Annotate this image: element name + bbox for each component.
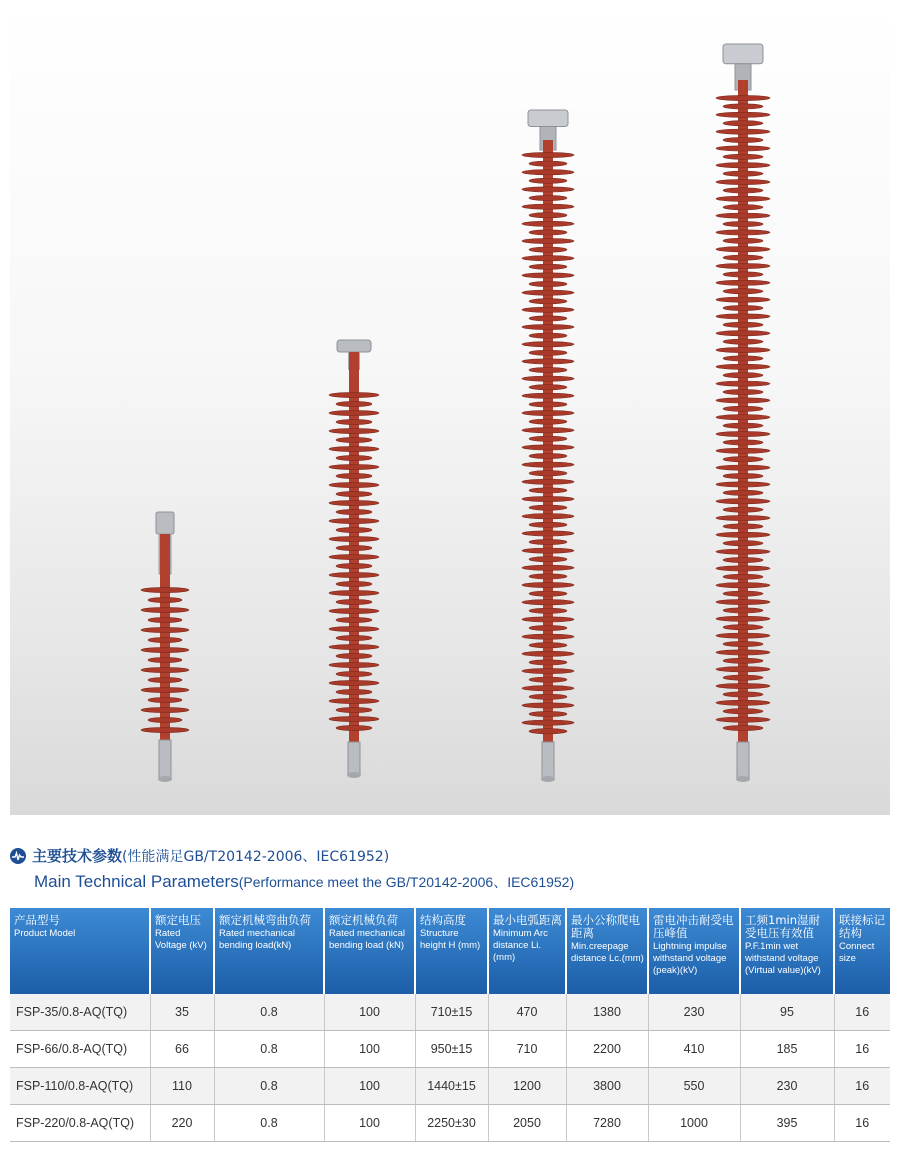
shed: [716, 112, 770, 117]
shed: [529, 522, 567, 527]
end-fitting-bottom: [542, 742, 554, 778]
shed: [522, 152, 574, 157]
header-structure-height: 结构高度 Structure height H (mm): [415, 908, 488, 994]
cell-creepage-distance: 2200: [566, 1031, 648, 1068]
shed: [336, 509, 372, 514]
shed: [716, 129, 770, 134]
shed: [522, 359, 574, 364]
shed: [522, 273, 574, 278]
shed: [723, 221, 763, 226]
shed: [148, 597, 182, 602]
shed: [336, 671, 372, 676]
cell-pf-wet-withstand: 185: [740, 1031, 834, 1068]
cell-model: FSP-110/0.8-AQ(TQ): [10, 1068, 150, 1105]
cell-mechanical-load: 100: [324, 1068, 415, 1105]
shed: [336, 617, 372, 622]
cell-mechanical-load: 100: [324, 994, 415, 1031]
shed: [522, 479, 574, 484]
shed: [336, 419, 372, 424]
shed: [336, 527, 372, 532]
shed: [522, 204, 574, 209]
cell-bending-load: 0.8: [214, 994, 324, 1031]
shed: [522, 703, 574, 708]
shed: [716, 364, 770, 369]
cell-arc-distance: 710: [488, 1031, 566, 1068]
cell-rated-voltage: 35: [150, 994, 214, 1031]
shed: [716, 196, 770, 201]
cell-arc-distance: 470: [488, 994, 566, 1031]
shed: [529, 677, 567, 682]
end-fitting-top: [723, 44, 763, 64]
shed: [329, 698, 379, 703]
shed: [723, 406, 763, 411]
shed: [148, 617, 182, 622]
cell-creepage-distance: 7280: [566, 1105, 648, 1142]
shed: [336, 599, 372, 604]
shed: [723, 356, 763, 361]
cell-lightning-impulse: 550: [648, 1068, 740, 1105]
shed: [723, 104, 763, 109]
cell-lightning-impulse: 230: [648, 994, 740, 1031]
shed: [529, 213, 567, 218]
cell-structure-height: 710±15: [415, 994, 488, 1031]
header-mechanical-load: 额定机械负荷 Rated mechanical bending load (kN): [324, 908, 415, 994]
shed: [529, 264, 567, 269]
shed: [716, 482, 770, 487]
shed: [716, 499, 770, 504]
shed: [716, 415, 770, 420]
cell-connect-size: 16: [834, 1105, 890, 1142]
shed: [723, 171, 763, 176]
shed: [716, 700, 770, 705]
shed: [716, 683, 770, 688]
end-fitting-base: [541, 776, 555, 782]
shed: [329, 716, 379, 721]
insulator-3: [522, 110, 574, 782]
heading-cn-main: 主要技术参数: [32, 847, 123, 865]
shed: [723, 322, 763, 327]
shed: [329, 500, 379, 505]
shed: [723, 473, 763, 478]
shed: [336, 473, 372, 478]
shed: [529, 591, 567, 596]
shed: [723, 608, 763, 613]
cell-creepage-distance: 3800: [566, 1068, 648, 1105]
shed: [336, 401, 372, 406]
shed: [522, 256, 574, 261]
table-row: [10, 1031, 890, 1068]
shed: [336, 653, 372, 658]
shed: [723, 423, 763, 428]
shed: [522, 531, 574, 536]
shed: [723, 389, 763, 394]
end-fitting-base: [158, 776, 172, 782]
shed: [336, 707, 372, 712]
cell-arc-distance: 1200: [488, 1068, 566, 1105]
shed: [529, 453, 567, 458]
shed: [723, 524, 763, 529]
shed: [522, 600, 574, 605]
header-pf-wet-withstand: 工频1min湿耐受电压有效值 P.F.1min wet withstand voltage (Virtual value)(kV): [740, 908, 834, 994]
shed: [716, 431, 770, 436]
heading-cn: [10, 845, 890, 866]
shed: [723, 205, 763, 210]
header-arc-distance: 最小电弧距离 Minimum Arc distance Li.(mm): [488, 908, 566, 994]
shed: [522, 393, 574, 398]
shed: [723, 188, 763, 193]
shed: [522, 668, 574, 673]
shed: [723, 373, 763, 378]
cell-rated-voltage: 66: [150, 1031, 214, 1068]
shed: [716, 633, 770, 638]
shed: [716, 146, 770, 151]
shed: [723, 490, 763, 495]
shed: [329, 662, 379, 667]
shed: [529, 660, 567, 665]
shed: [329, 446, 379, 451]
shed: [336, 455, 372, 460]
shed: [148, 637, 182, 642]
shed: [716, 331, 770, 336]
shed: [723, 507, 763, 512]
cell-creepage-distance: 1380: [566, 994, 648, 1031]
section-heading: [10, 845, 890, 892]
cell-bending-load: 0.8: [214, 1031, 324, 1068]
cell-mechanical-load: 100: [324, 1105, 415, 1142]
shed: [329, 680, 379, 685]
cell-lightning-impulse: 410: [648, 1031, 740, 1068]
shed: [336, 437, 372, 442]
shed: [529, 729, 567, 734]
shed: [723, 557, 763, 562]
shed: [529, 625, 567, 630]
shed: [336, 563, 372, 568]
shed: [529, 161, 567, 166]
shed: [522, 496, 574, 501]
shed: [522, 548, 574, 553]
shed: [716, 532, 770, 537]
shed: [522, 170, 574, 175]
end-fitting-bottom: [348, 742, 360, 774]
table-header-row: [10, 908, 890, 994]
cell-model: FSP-35/0.8-AQ(TQ): [10, 994, 150, 1031]
shed: [529, 385, 567, 390]
insulator-2: [329, 340, 379, 778]
shed: [329, 410, 379, 415]
shed: [529, 316, 567, 321]
shed: [723, 289, 763, 294]
shed: [522, 634, 574, 639]
shed: [716, 465, 770, 470]
shed: [723, 272, 763, 277]
shed: [716, 163, 770, 168]
shed: [529, 694, 567, 699]
shed: [522, 187, 574, 192]
shed: [529, 436, 567, 441]
header-connect-size: 联接标记结构 Connect size: [834, 908, 890, 994]
shed: [723, 625, 763, 630]
shed: [529, 333, 567, 338]
shed: [723, 121, 763, 126]
insulator-1: [141, 512, 189, 782]
shed: [148, 697, 182, 702]
shed: [723, 305, 763, 310]
cell-pf-wet-withstand: 95: [740, 994, 834, 1031]
table-row: [10, 1068, 890, 1105]
shed: [716, 398, 770, 403]
shed: [329, 608, 379, 613]
shed: [522, 565, 574, 570]
shed: [716, 314, 770, 319]
shed: [529, 178, 567, 183]
shed: [529, 608, 567, 613]
cell-rated-voltage: 220: [150, 1105, 214, 1142]
shed: [529, 230, 567, 235]
shed: [529, 505, 567, 510]
shed: [148, 717, 182, 722]
end-fitting-bottom: [159, 740, 171, 778]
end-fitting-base: [736, 776, 750, 782]
end-fitting-top: [156, 512, 174, 534]
shed: [529, 574, 567, 579]
cell-rated-voltage: 110: [150, 1068, 214, 1105]
shed: [522, 582, 574, 587]
shed: [529, 350, 567, 355]
shed: [716, 667, 770, 672]
shed: [723, 457, 763, 462]
shed: [723, 137, 763, 142]
shed: [723, 641, 763, 646]
shed: [529, 471, 567, 476]
shed: [141, 647, 189, 652]
insulator-4: [716, 44, 770, 782]
shed: [716, 230, 770, 235]
shed: [716, 599, 770, 604]
shed: [336, 725, 372, 730]
shed: [529, 539, 567, 544]
shed: [529, 557, 567, 562]
cell-bending-load: 0.8: [214, 1105, 324, 1142]
shed: [723, 675, 763, 680]
shed: [716, 179, 770, 184]
shed: [522, 342, 574, 347]
cell-model: FSP-66/0.8-AQ(TQ): [10, 1031, 150, 1068]
cell-arc-distance: 2050: [488, 1105, 566, 1142]
shed: [336, 491, 372, 496]
heading-en-main: Main Technical Parameters: [34, 872, 239, 891]
cell-structure-height: 1440±15: [415, 1068, 488, 1105]
shed: [716, 448, 770, 453]
shed: [716, 247, 770, 252]
shed: [723, 339, 763, 344]
shed: [522, 410, 574, 415]
shed: [522, 238, 574, 243]
cell-structure-height: 950±15: [415, 1031, 488, 1068]
cell-model: FSP-220/0.8-AQ(TQ): [10, 1105, 150, 1142]
shed: [329, 572, 379, 577]
shed: [329, 392, 379, 397]
shed: [716, 650, 770, 655]
shed: [329, 554, 379, 559]
shed: [148, 657, 182, 662]
shed: [522, 686, 574, 691]
shed: [716, 566, 770, 571]
shed: [723, 238, 763, 243]
shed: [723, 658, 763, 663]
shed: [716, 583, 770, 588]
shed: [141, 687, 189, 692]
shed: [336, 545, 372, 550]
shed: [329, 464, 379, 469]
shed: [716, 347, 770, 352]
cell-structure-height: 2250±30: [415, 1105, 488, 1142]
shed: [522, 651, 574, 656]
product-photo: [10, 0, 890, 815]
shed: [716, 297, 770, 302]
end-fitting-top: [337, 340, 371, 352]
cell-mechanical-load: 100: [324, 1031, 415, 1068]
insulator-illustration: [10, 0, 890, 815]
cell-pf-wet-withstand: 395: [740, 1105, 834, 1142]
shed: [723, 255, 763, 260]
shed: [522, 720, 574, 725]
shed: [716, 717, 770, 722]
shed: [529, 247, 567, 252]
shed: [723, 591, 763, 596]
shed: [716, 95, 770, 100]
shed: [329, 518, 379, 523]
shed: [723, 574, 763, 579]
shed: [716, 381, 770, 386]
shed: [723, 440, 763, 445]
shed: [529, 281, 567, 286]
shed: [522, 324, 574, 329]
shed: [723, 692, 763, 697]
cell-lightning-impulse: 1000: [648, 1105, 740, 1142]
shed: [522, 428, 574, 433]
shed: [529, 402, 567, 407]
shed: [141, 627, 189, 632]
shed: [141, 607, 189, 612]
end-fitting-top: [528, 110, 568, 127]
header-lightning-impulse: 雷电冲击耐受电压峰值 Lightning impulse withstand voltage (peak)(kV): [648, 908, 740, 994]
shed: [522, 376, 574, 381]
shed: [336, 635, 372, 640]
shed: [723, 709, 763, 714]
shed: [529, 711, 567, 716]
shed: [723, 154, 763, 159]
shed: [529, 419, 567, 424]
parameters-table: [10, 908, 890, 1142]
heading-cn-sub: (性能满足GB/T20142-2006、IEC61952): [122, 848, 390, 865]
header-rated-voltage: 额定电压 Rated Voltage (kV): [150, 908, 214, 994]
shed: [329, 428, 379, 433]
cell-pf-wet-withstand: 230: [740, 1068, 834, 1105]
shed: [522, 617, 574, 622]
shed: [329, 626, 379, 631]
heading-en-sub: (Performance meet the GB/T20142-2006、IEC61952): [238, 874, 575, 890]
shed: [141, 707, 189, 712]
shed: [336, 689, 372, 694]
end-fitting-base: [347, 772, 361, 778]
shed: [522, 290, 574, 295]
shed: [522, 462, 574, 467]
cell-connect-size: 16: [834, 1031, 890, 1068]
shed: [716, 616, 770, 621]
shed: [329, 536, 379, 541]
shed: [723, 725, 763, 730]
shed: [529, 643, 567, 648]
shed: [141, 667, 189, 672]
shed: [522, 221, 574, 226]
shed: [336, 581, 372, 586]
shed: [329, 644, 379, 649]
shed: [716, 280, 770, 285]
shed: [529, 195, 567, 200]
shed: [529, 488, 567, 493]
shed: [529, 367, 567, 372]
shed: [716, 515, 770, 520]
shed: [141, 727, 189, 732]
header-model: 产品型号 Product Model: [10, 908, 150, 994]
end-fitting-bottom: [737, 742, 749, 778]
shed: [716, 549, 770, 554]
heading-en: [34, 872, 890, 892]
table-row: [10, 994, 890, 1031]
shed: [716, 263, 770, 268]
shed: [329, 482, 379, 487]
shed: [529, 299, 567, 304]
shed: [141, 587, 189, 592]
shed: [723, 541, 763, 546]
cell-connect-size: 16: [834, 994, 890, 1031]
table-row: [10, 1105, 890, 1142]
shed: [716, 213, 770, 218]
header-bending-load: 额定机械弯曲负荷 Rated mechanical bending load(kN): [214, 908, 324, 994]
shed: [329, 590, 379, 595]
shed: [148, 677, 182, 682]
pulse-wave-icon: [10, 848, 26, 864]
header-creepage-distance: 最小公称爬电距离 Min.creepage distance Lc.(mm): [566, 908, 648, 994]
shed: [522, 445, 574, 450]
cell-connect-size: 16: [834, 1068, 890, 1105]
shed: [522, 307, 574, 312]
cell-bending-load: 0.8: [214, 1068, 324, 1105]
shed: [522, 514, 574, 519]
